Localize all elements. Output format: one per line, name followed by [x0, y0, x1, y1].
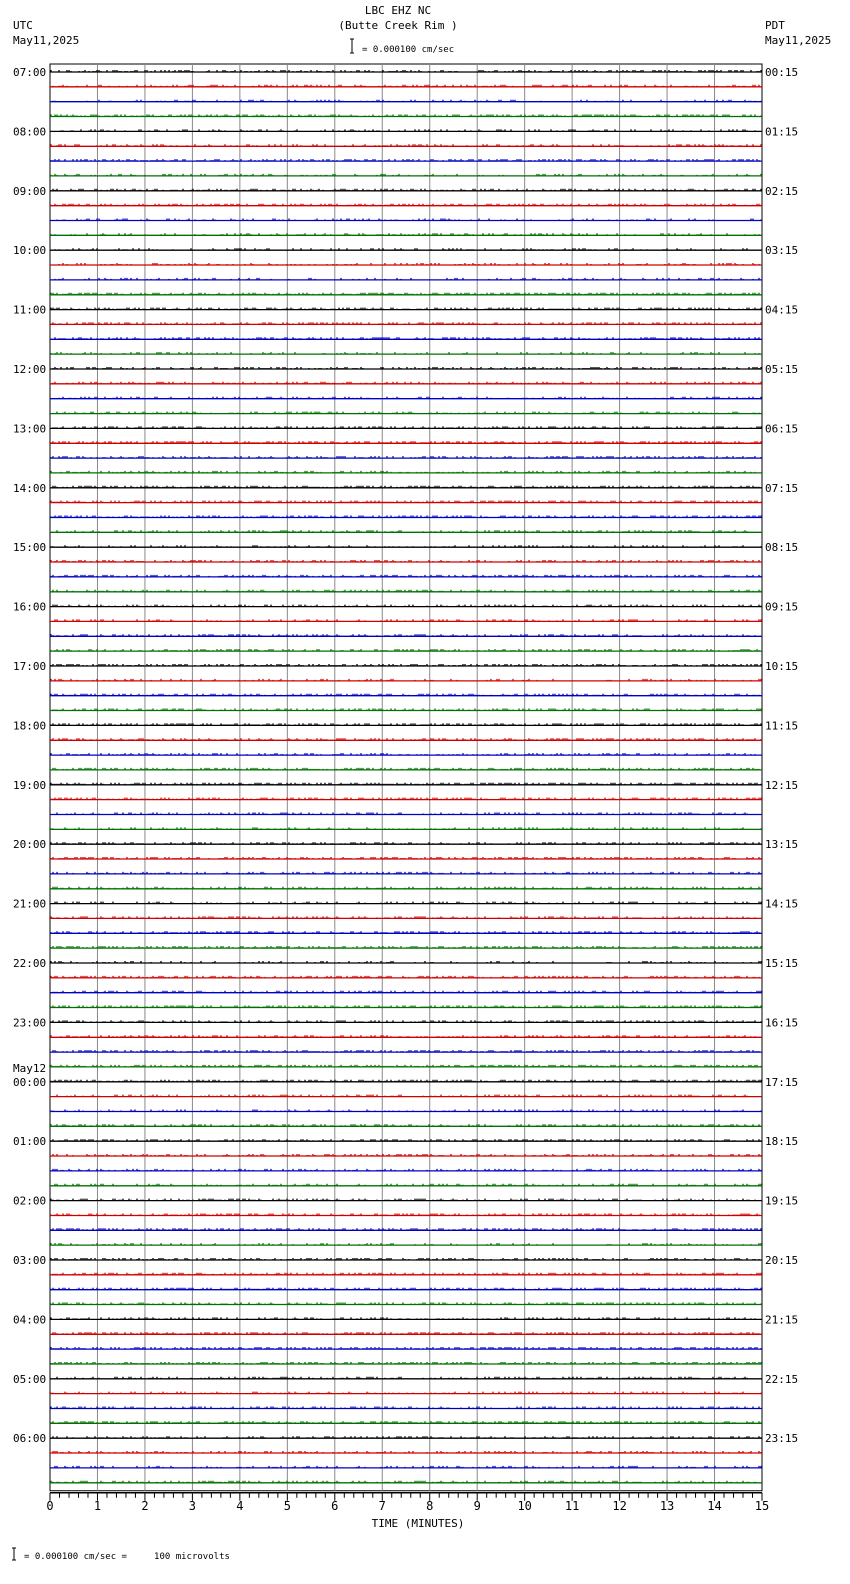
pdt-hour-label: 18:15	[765, 1135, 799, 1149]
trace-row	[50, 1184, 762, 1186]
utc-hour-label: 09:00	[13, 184, 47, 198]
pdt-hour-label: 00:15	[765, 66, 799, 79]
trace-row	[50, 1228, 762, 1230]
scale-text: = 0.000100 cm/sec	[362, 45, 455, 55]
trace-row	[50, 1332, 762, 1334]
trace-row	[50, 397, 762, 399]
utc-hour-label: 18:00	[13, 719, 47, 733]
trace-row	[50, 679, 762, 681]
x-tick-label: 9	[473, 1498, 481, 1513]
pdt-hour-label: 10:15	[765, 660, 799, 673]
x-tick-label: 5	[283, 1498, 291, 1513]
x-tick-label: 15	[754, 1498, 770, 1513]
utc-hour-label: 00:00	[13, 1075, 47, 1089]
x-tick-label: 6	[331, 1498, 339, 1513]
trace-row	[50, 530, 762, 532]
pdt-hour-label: 20:15	[765, 1254, 799, 1267]
trace-row	[50, 1169, 762, 1171]
right-timezone: PDT	[765, 19, 785, 32]
trace-row	[50, 1421, 762, 1423]
utc-hour-label: 03:00	[13, 1254, 47, 1267]
trace-row	[50, 827, 762, 829]
trace-row	[50, 1110, 762, 1112]
trace-row	[50, 842, 762, 844]
trace-row	[50, 85, 762, 87]
pdt-hour-label: 03:15	[765, 244, 799, 258]
trace-row	[50, 1095, 762, 1097]
x-tick-label: 7	[378, 1498, 386, 1513]
right-date: May11,2025	[765, 34, 832, 47]
trace-row	[50, 219, 762, 221]
station-title: LBC EHZ NC	[364, 4, 432, 17]
trace-row	[50, 813, 762, 815]
trace-row	[50, 144, 762, 146]
trace-row	[50, 70, 762, 72]
trace-row	[50, 293, 762, 295]
pdt-hour-label: 01:15	[765, 125, 799, 139]
trace-row	[50, 352, 762, 354]
trace-row	[50, 872, 762, 874]
trace-row	[50, 1050, 762, 1052]
trace-row	[50, 991, 762, 993]
trace-row	[50, 1035, 762, 1037]
trace-row	[50, 367, 762, 369]
trace-row	[50, 382, 762, 384]
x-tick-label: 8	[426, 1498, 434, 1513]
trace-row	[50, 204, 762, 206]
pdt-hour-label: 22:15	[765, 1372, 799, 1386]
pdt-hour-label: 04:15	[765, 303, 799, 317]
utc-hour-label: 15:00	[13, 541, 47, 555]
trace-row	[50, 426, 762, 428]
trace-row	[50, 1288, 762, 1290]
trace-row	[50, 709, 762, 711]
trace-row	[50, 1347, 762, 1349]
utc-hour-label: 08:00	[13, 125, 47, 139]
trace-row	[50, 649, 762, 651]
trace-row	[50, 1481, 762, 1483]
trace-row	[50, 412, 762, 414]
trace-row	[50, 1139, 762, 1141]
trace-row	[50, 1303, 762, 1305]
pdt-hour-label: 05:15	[765, 363, 799, 376]
trace-row	[50, 1436, 762, 1438]
trace-row	[50, 694, 762, 696]
x-tick-label: 3	[188, 1498, 197, 1513]
x-tick-label: 0	[46, 1498, 54, 1513]
trace-row	[50, 1466, 762, 1468]
trace-row	[50, 1214, 762, 1216]
trace-row	[50, 605, 762, 607]
trace-row	[50, 1258, 762, 1260]
trace-row	[50, 560, 762, 562]
trace-row	[50, 308, 762, 310]
utc-hour-label: 05:00	[13, 1372, 47, 1386]
utc-hour-label: 16:00	[13, 600, 47, 614]
x-tick-label: 4	[236, 1498, 244, 1513]
trace-row	[50, 129, 762, 131]
x-tick-label: 12	[612, 1498, 627, 1513]
x-tick-label: 14	[707, 1498, 722, 1513]
utc-hour-label: 02:00	[13, 1194, 47, 1208]
trace-row	[50, 857, 762, 859]
trace-row	[50, 902, 762, 904]
trace-row	[50, 916, 762, 918]
trace-row	[50, 322, 762, 324]
utc-hour-label: 22:00	[13, 957, 47, 970]
trace-row	[50, 664, 762, 666]
trace-row	[50, 1451, 762, 1453]
trace-row	[50, 1273, 762, 1275]
date-change-label: May12	[13, 1061, 47, 1075]
trace-row	[50, 753, 762, 755]
trace-row	[50, 723, 762, 725]
pdt-hour-label: 16:15	[765, 1016, 799, 1030]
trace-row	[50, 1080, 762, 1082]
trace-row	[50, 961, 762, 963]
trace-row	[50, 100, 762, 102]
trace-row	[50, 501, 762, 503]
trace-row	[50, 619, 762, 621]
scale-bar-icon	[350, 39, 354, 53]
trace-row	[50, 545, 762, 547]
utc-hour-label: 10:00	[13, 244, 47, 258]
x-tick-label: 13	[659, 1498, 675, 1513]
utc-hour-label: 07:00	[13, 66, 47, 79]
trace-row	[50, 634, 762, 636]
utc-hour-label: 06:00	[13, 1432, 47, 1446]
x-axis-label: TIME (MINUTES)	[371, 1517, 465, 1530]
trace-row	[50, 976, 762, 978]
trace-row	[50, 263, 762, 265]
trace-row	[50, 798, 762, 800]
trace-row	[50, 233, 762, 235]
utc-hour-label: 13:00	[13, 422, 47, 436]
utc-hour-label: 21:00	[13, 897, 47, 911]
trace-row	[50, 278, 762, 280]
trace-row	[50, 1377, 762, 1379]
trace-row	[50, 337, 762, 339]
utc-hour-label: 04:00	[13, 1313, 47, 1327]
trace-row	[50, 159, 762, 161]
pdt-hour-label: 12:15	[765, 778, 799, 792]
utc-hour-label: 20:00	[13, 838, 47, 852]
trace-row	[50, 946, 762, 948]
plot-frame	[50, 64, 762, 1491]
trace-row	[50, 1020, 762, 1022]
pdt-hour-label: 14:15	[765, 897, 799, 911]
trace-row	[50, 486, 762, 488]
pdt-hour-label: 15:15	[765, 957, 799, 970]
left-timezone: UTC	[13, 19, 33, 32]
utc-hour-label: 17:00	[13, 660, 47, 673]
pdt-hour-label: 13:15	[765, 838, 799, 852]
utc-hour-label: 23:00	[13, 1016, 47, 1030]
trace-row	[50, 768, 762, 770]
trace-row	[50, 1124, 762, 1126]
x-tick-label: 2	[141, 1498, 149, 1513]
trace-row	[50, 931, 762, 933]
pdt-hour-label: 19:15	[765, 1194, 799, 1208]
trace-row	[50, 590, 762, 592]
trace-row	[50, 783, 762, 785]
pdt-hour-label: 07:15	[765, 481, 799, 495]
left-date: May11,2025	[13, 34, 80, 47]
pdt-hour-label: 21:15	[765, 1313, 799, 1327]
station-subtitle: (Butte Creek Rim )	[338, 19, 458, 32]
trace-row	[50, 516, 762, 518]
x-tick-label: 10	[517, 1498, 532, 1513]
trace-row	[50, 1199, 762, 1201]
pdt-hour-label: 06:15	[765, 422, 799, 436]
trace-row	[50, 1154, 762, 1156]
pdt-hour-label: 17:15	[765, 1075, 799, 1089]
trace-row	[50, 887, 762, 889]
pdt-hour-label: 09:15	[765, 600, 799, 614]
utc-hour-label: 14:00	[13, 481, 47, 495]
trace-row	[50, 1243, 762, 1245]
utc-hour-label: 11:00	[13, 303, 47, 317]
trace-row	[50, 738, 762, 740]
trace-row	[50, 441, 762, 443]
trace-row	[50, 471, 762, 473]
trace-row	[50, 1392, 762, 1394]
footer-scale-text: = 0.000100 cm/sec = 100 microvolts	[24, 1552, 230, 1562]
trace-row	[50, 575, 762, 577]
trace-row	[50, 1065, 762, 1067]
x-tick-label: 1	[93, 1498, 102, 1513]
pdt-hour-label: 23:15	[765, 1432, 799, 1446]
trace-row	[50, 456, 762, 458]
trace-row	[50, 115, 762, 117]
utc-hour-label: 01:00	[13, 1135, 47, 1149]
pdt-hour-label: 02:15	[765, 184, 799, 198]
trace-row	[50, 174, 762, 176]
pdt-hour-label: 08:15	[765, 541, 799, 555]
trace-row	[50, 1362, 762, 1364]
pdt-hour-label: 11:15	[765, 719, 799, 733]
trace-row	[50, 1407, 762, 1409]
x-tick-label: 11	[564, 1498, 580, 1513]
trace-row	[50, 1317, 762, 1319]
trace-row	[50, 1006, 762, 1008]
utc-hour-label: 19:00	[13, 778, 47, 792]
trace-row	[50, 189, 762, 191]
trace-row	[50, 248, 762, 250]
footer-scale-icon	[12, 1548, 16, 1560]
utc-hour-label: 12:00	[13, 363, 47, 376]
